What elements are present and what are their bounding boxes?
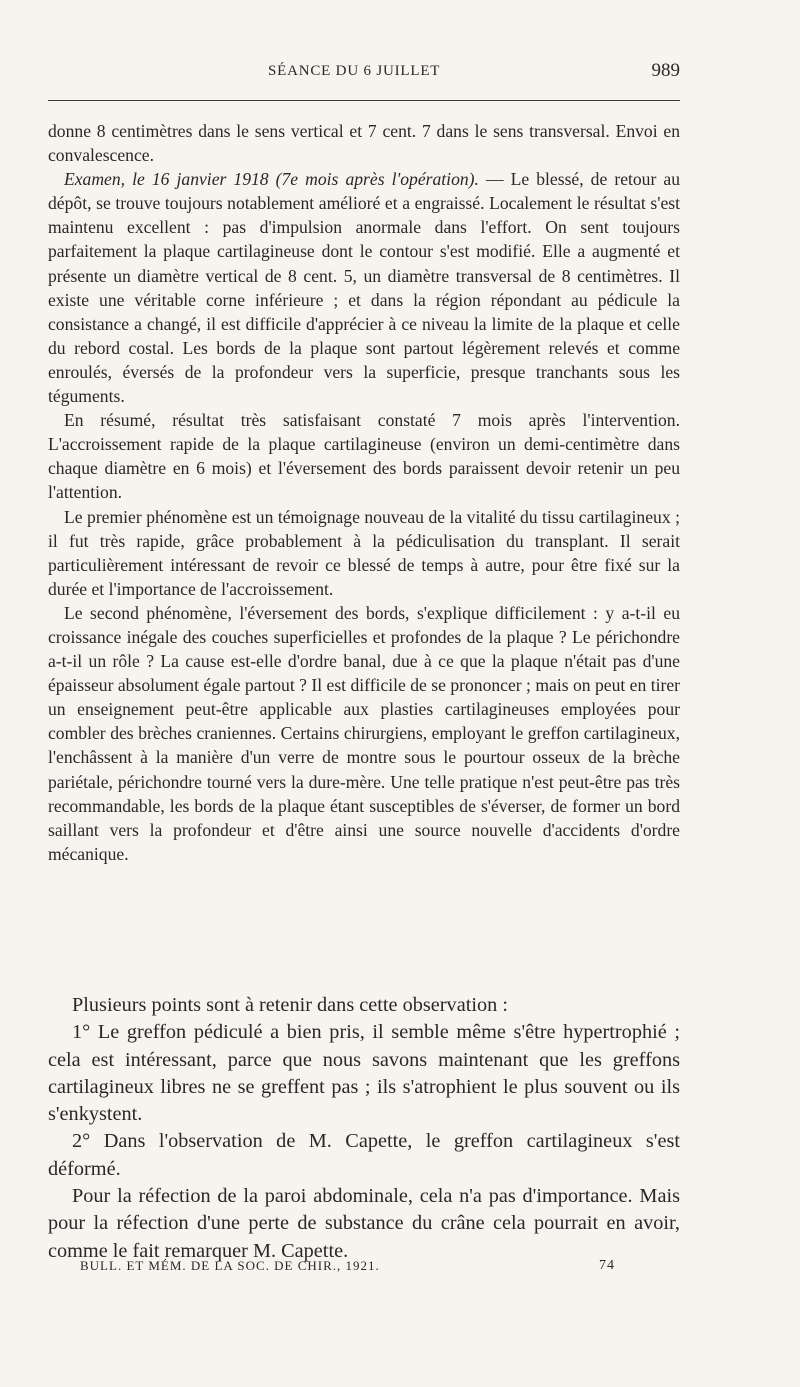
page-number: 989	[651, 60, 680, 81]
paragraph	[48, 1128, 680, 1183]
paragraph-italic-lead: Examen, le 16 janvier 1918 (7e mois après l'opération).	[64, 169, 479, 190]
running-title: SÉANCE DU 6 JUILLET	[268, 63, 441, 79]
paragraph	[48, 167, 680, 408]
page-header	[48, 58, 680, 88]
paragraph	[48, 1183, 680, 1265]
footer-citation: BULL. ET MÉM. DE LA SOC. DE CHIR., 1921.	[80, 1258, 380, 1273]
paragraph-text: donne 8 centimètres dans le sens vertical et 7 cent. 7 dans le sens transversal. Envoi en convalescence.	[48, 121, 680, 166]
observation-text	[48, 119, 680, 866]
paragraph-text: 1° Le greffon pédiculé a bien pris, il semble même s'être hypertrophié ; cela est intéressant, parce que nous savons maintenant que les greffons cartilagineux libres ne se greffent pas ; ils s'atrophient le plus souvent ou ils s'enkystent.	[48, 1021, 680, 1126]
paragraph	[48, 601, 680, 866]
paragraph-text: 2° Dans l'observation de M. Capette, le greffon cartilagineux s'est déformé.	[48, 1130, 680, 1180]
paragraph-text: — Le blessé, de retour au dépôt, se trouve toujours notablement amélioré et a engraissé. Localement le résultat s'est maintenu excellent : pas d'impulsion anormale dans l'effort. On sent toujours parfaitement la plaque cartilagineuse dont le contour s'est modifié. Elle a augmenté et présente un diamètre vertical de 8 cent. 5, un diamètre transversal de 8 centimètres. Il existe une véritable corne inférieure ; et dans la région répondant au pédicule la consistance a changé, il est difficile d'apprécier à ce niveau la limite de la plaque et celle du rebord costal. Les bords de la plaque sont partout légèrement relevés et comme enroulés, éversés de la profondeur vers la superficie, presque tranchants sous les téguments.	[48, 169, 681, 407]
paragraph-text: Pour la réfection de la paroi abdominale, cela n'a pas d'importance. Mais pour la réfection d'une perte de substance du crâne cela pourrait en avoir, comme le fait remarquer M. Capette.	[48, 1185, 680, 1262]
paragraph-text: Le second phénomène, l'éversement des bords, s'explique difficilement : y a-t-il eu croissance inégale des couches superficielles et profondes de la plaque ? Le périchondre a-t-il un rôle ? La cause est-elle d'ordre banal, due à ce que la plaque n'était pas d'une épaisseur absolument égale partout ? Il est difficile de se prononcer ; mais on peut en tirer un enseignement peut-être applicable aux plasties cartilagineuses employées pour combler des brèches craniennes. Certains chirurgiens, employant le greffon cartilagineux, l'enchâssent à la manière d'un verre de montre sous le pourtour osseux de la brèche pariétale, périchondre tourné vers la dure-mère. Une telle pratique n'est peut-être pas très recommandable, les bords de la plaque étant susceptibles de s'éverser, de former un bord saillant vers la profondeur et d'être ainsi une source nouvelle d'accidents d'ordre mécanique.	[48, 602, 680, 864]
paragraph-text: En résumé, résultat très satisfaisant constaté 7 mois après l'intervention. L'accroissement rapide de la plaque cartilagineuse (environ un demi-centimètre dans chaque diamètre en 6 mois) et l'éversement des bords paraissent devoir retenir un peu l'attention.	[48, 410, 680, 503]
paragraph	[48, 119, 680, 167]
footer-signature: 74	[599, 1258, 615, 1273]
paragraph	[48, 408, 680, 504]
paragraph	[48, 505, 680, 601]
paragraph-text: Plusieurs points sont à retenir dans cette observation :	[72, 994, 508, 1016]
paragraph	[48, 992, 680, 1019]
paragraph-text: Le premier phénomène est un témoignage nouveau de la vitalité du tissu cartilagineux ; il fut très rapide, grâce probablement à la pédiculisation du transplant. Il serait particulièrement intéressant de revoir ce blessé de temps à autre, pour être fixé sur la durée et l'importance de l'accroissement.	[48, 506, 680, 599]
paragraph	[48, 1019, 680, 1128]
commentary-text	[48, 992, 680, 1265]
header-rule	[48, 100, 680, 101]
